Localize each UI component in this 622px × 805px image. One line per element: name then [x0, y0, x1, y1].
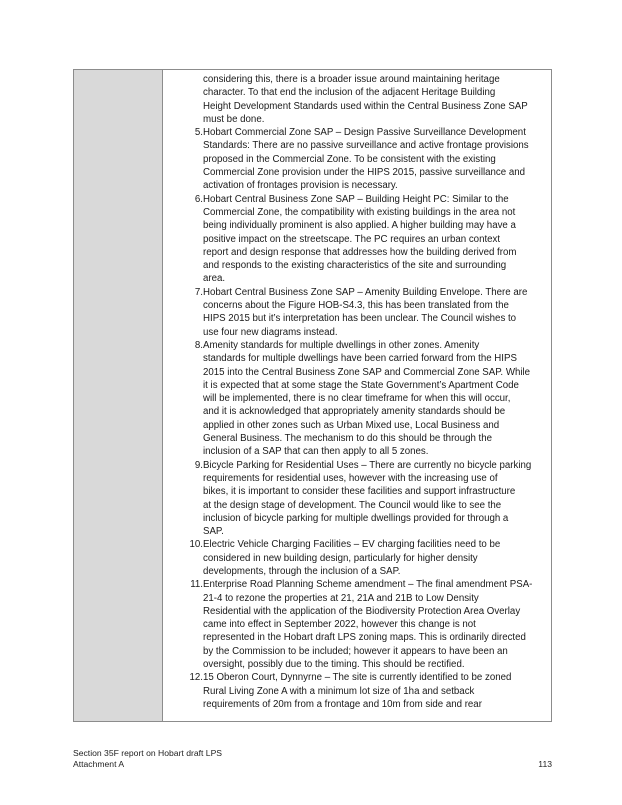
text-line: Residential with the application of the Biodiversity Protection Area Overlay [203, 605, 521, 617]
issues-list [163, 70, 551, 711]
list-item [171, 578, 545, 671]
list-item-number [171, 126, 203, 192]
list-item [171, 193, 545, 286]
text-line: inclusion of a SAP that can then apply to all 5 zones. [203, 446, 429, 458]
list-item [171, 126, 545, 192]
text-line: and responds to the existing characteristics of the site and surrounding [203, 260, 507, 272]
list-item-text [203, 459, 545, 539]
text-line: Standards: There are no passive surveillance and active frontage provisions [203, 140, 529, 152]
list-item-number-text: 7. [194, 286, 203, 298]
list-item-text [203, 671, 545, 711]
text-line: it is expected that at some stage the State Government’s Apartment Code [203, 379, 519, 391]
text-line: requirements of 20m from a frontage and 10m from side and rear [203, 698, 482, 710]
list-item-number-text: 5. [194, 127, 203, 139]
text-line: standards for multiple dwellings have been carried forward from the HIPS [203, 353, 517, 365]
list-item-text [203, 126, 545, 192]
text-line: oversight, possibly due to the timing. This should be rectified. [203, 659, 465, 671]
list-item-number-text: 8. [194, 339, 203, 351]
text-line: area. [203, 273, 226, 285]
text-line: report and design response that addresses how the building derived from [203, 246, 517, 258]
list-item-number [171, 671, 203, 711]
text-line: Height Development Standards used within the Central Business Zone SAP [203, 100, 528, 112]
text-line: considered in new building design, particularly for higher density [203, 552, 478, 564]
list-item-number-text: 10. [189, 539, 203, 551]
text-line: Commercial Zone provision under the HIPS 2015, passive surveillance and [203, 167, 526, 179]
list-item [171, 339, 545, 459]
text-line: at the design stage of development. The Council would like to see the [203, 499, 502, 511]
text-line: being individually prominent is also applied. A higher building may have a [203, 220, 516, 232]
text-line: Bicycle Parking for Residential Uses – There are currently no bicycle parking [203, 459, 532, 471]
text-line: bikes, it is important to consider these facilities and support infrastructure [203, 486, 516, 498]
list-item-number-text: 9. [194, 459, 203, 471]
list-item-text [203, 339, 545, 459]
list-item-number-text: 12. [189, 672, 203, 684]
text-line: by the Commission to be included; however it appears to have been an [203, 645, 508, 657]
text-line: came into effect in September 2022, however this change is not [203, 619, 476, 631]
list-item-number [171, 538, 203, 578]
list-item [171, 538, 545, 578]
list-item [171, 671, 545, 711]
text-line: 2015 into the Central Business Zone SAP and Commercial Zone SAP. While [203, 366, 531, 378]
text-line: Hobart Commercial Zone SAP – Design Passive Surveillance Development [203, 127, 526, 139]
text-line: Electric Vehicle Charging Facilities – EV charging facilities need to be [203, 539, 501, 551]
text-line: Hobart Central Business Zone SAP – Amenity Building Envelope. There are [203, 286, 528, 298]
list-item [171, 286, 545, 339]
page-number: 113 [538, 758, 552, 769]
text-line: positive impact on the streetscape. The PC requires an urban context [203, 233, 501, 245]
page-footer [73, 748, 552, 769]
list-item-number [171, 459, 203, 539]
footer-attachment-label: Attachment A [73, 758, 125, 769]
table-left-column [74, 70, 163, 721]
text-line: character. To that end the inclusion of the adjacent Heritage Building [203, 87, 496, 99]
text-line: and it is acknowledged that appropriately amenity standards should be [203, 406, 506, 418]
text-line: Amenity standards for multiple dwellings in other zones. Amenity [203, 339, 480, 351]
list-item-text [203, 538, 545, 578]
text-line: will be implemented, there is no clear timeframe for when this will occur, [203, 393, 511, 405]
list-item-number [171, 286, 203, 339]
text-line: must be done. [203, 113, 265, 125]
list-item-number-text: 11. [190, 579, 203, 591]
list-item-number [171, 578, 203, 671]
text-line: 21-4 to rezone the properties at 21, 21A and 21B to Low Density [203, 592, 479, 604]
continued-paragraph [171, 73, 545, 126]
text-line: Enterprise Road Planning Scheme amendment – The final amendment PSA- [203, 579, 533, 591]
text-line: 15 Oberon Court, Dynnyrne – The site is currently identified to be zoned [203, 672, 512, 684]
table-right-column [163, 70, 551, 721]
text-line: Rural Living Zone A with a minimum lot size of 1ha and setback [203, 685, 475, 697]
list-item-text [203, 286, 545, 339]
text-line: concerns about the Figure HOB-S4.3, this has been translated from the [203, 300, 509, 312]
text-line: Hobart Central Business Zone SAP – Building Height PC: Similar to the [203, 193, 509, 205]
text-line: use four new diagrams instead. [203, 326, 338, 338]
list-item-text [203, 193, 545, 286]
text-line: inclusion of bicycle parking for multiple dwellings provided for through a [203, 512, 509, 524]
text-line: considering this, there is a broader issue around maintaining heritage [203, 74, 500, 85]
text-line: proposed in the Commercial Zone. To be consistent with the existing [203, 153, 496, 165]
text-line: General Business. The mechanism to do this should be through the [203, 433, 493, 445]
content-table [73, 69, 552, 722]
text-line: Commercial Zone, the compatibility with existing buildings in the area not [203, 206, 516, 218]
list-item-number [171, 193, 203, 286]
text-line: activation of frontages provision is necessary. [203, 180, 398, 192]
text-line: SAP. [203, 526, 224, 538]
list-item-text [203, 578, 545, 671]
text-line: requirements for residential uses, however with the increasing use of [203, 472, 498, 484]
text-line: developments, through the inclusion of a SAP. [203, 565, 401, 577]
text-line: applied in other zones such as Urban Mixed use, Local Business and [203, 419, 500, 431]
list-item-number-text: 6. [194, 193, 203, 205]
text-line: HIPS 2015 but it’s interpretation has been unclear. The Council wishes to [203, 313, 517, 325]
footer-report-title: Section 35F report on Hobart draft LPS [73, 748, 223, 758]
list-item [171, 459, 545, 539]
list-item-number [171, 339, 203, 459]
text-line: represented in the Hobart draft LPS zoning maps. This is ordinarily directed [203, 632, 526, 644]
